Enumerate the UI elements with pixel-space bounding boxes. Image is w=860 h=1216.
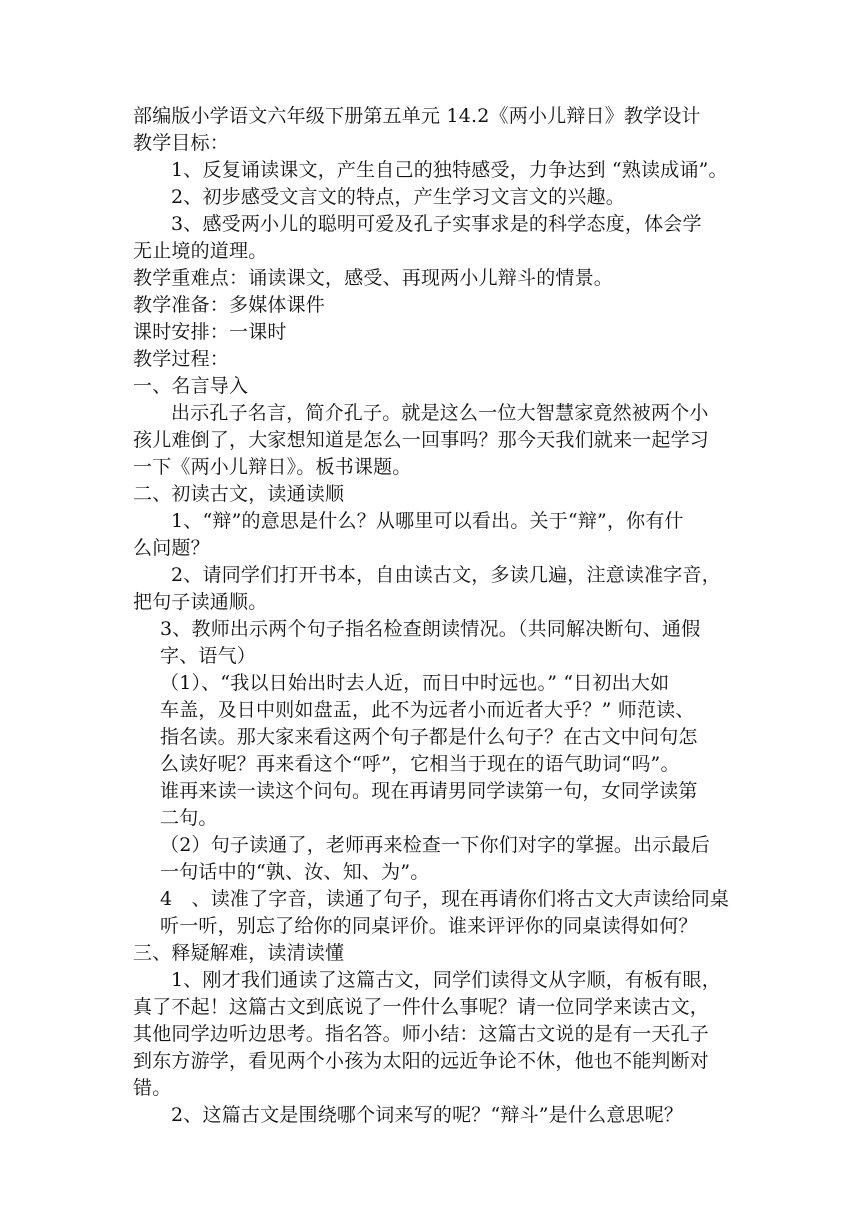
section-line: 车盖，及日中则如盘盂，此不为远者小而近者大乎？” 师范读、: [160, 699, 695, 721]
key-points: 教学重难点：诵读课文，感受、再现两小儿辩斗的情景。: [133, 267, 614, 289]
section-line: 字、语气）: [160, 645, 257, 667]
section-line: 2、这篇古文是围绕哪个词来写的呢？“辩斗”是什么意思呢？: [171, 1104, 684, 1126]
process-heading: 教学过程：: [133, 348, 230, 370]
section-line: 错。: [133, 1077, 172, 1099]
section-line: 么问题？: [133, 537, 210, 559]
goals-heading: 教学目标：: [133, 132, 230, 154]
section-line: 出示孔子名言，简介孔子。就是这么一位大智慧家竟然被两个小: [171, 402, 709, 424]
section-line: 听一听，别忘了给你的同桌评价。谁来评评你的同桌读得如何？: [160, 915, 698, 937]
section-line: （2）句子读通了，老师再来检查一下你们对字的掌握。出示最后: [160, 834, 710, 856]
section-line: 1、“辩”的意思是什么？从哪里可以看出。关于“辩”，你有什: [171, 510, 684, 532]
section-heading: 三、释疑解难，读清读懂: [133, 942, 345, 964]
section-line: 谁再来读一读这个问句。现在再请男同学读第一句，女同学读第: [160, 780, 698, 802]
section-line: 到东方游学，看见两个小孩为太阳的远近争论不休，他也不能判断对: [133, 1050, 710, 1072]
section-line: 3、教师出示两个句子指名检查朗读情况。（共同解决断句、通假: [160, 618, 701, 640]
section-line: 一下《两小儿辩日》。板书课题。: [133, 456, 412, 478]
section-line: 孩儿难倒了，大家想知道是怎么一回事吗？那今天我们就来一起学习: [133, 429, 710, 451]
goal-line: 无止境的道理。: [133, 240, 268, 262]
section-line: 真了不起！这篇古文到底说了一件什么事呢？请一位同学来读古文，: [133, 996, 710, 1018]
preparation: 教学准备：多媒体课件: [133, 294, 326, 316]
section-line: 二句。: [160, 807, 218, 829]
section-line: 2、请同学们打开书本，自由读古文，多读几遍，注意读准字音，: [171, 564, 721, 586]
section-line: 一句话中的“孰、汝、知、为”。: [160, 861, 430, 883]
section-line: 4 、读准了字音，读通了句子，现在再请你们将古文大声读给同桌: [160, 888, 730, 910]
section-line: （1）、“我以日始出时去人近，而日中时远也。” “日初出大如: [160, 672, 670, 694]
section-line: 指名读。那大家来看这两个句子都是什么句子？在古文中问句怎: [160, 726, 698, 748]
document-title: 部编版小学语文六年级下册第五单元 14.2《两小儿辩日》教学设计: [133, 105, 701, 127]
section-line: 么读好呢？再来看这个“呼”，它相当于现在的语气助词“吗”。: [160, 753, 680, 775]
section-line: 把句子读通顺。: [133, 591, 268, 613]
section-line: 1、刚才我们通读了这篇古文，同学们读得文从字顺，有板有眼，: [171, 969, 721, 991]
goal-line: 1、反复诵读课文，产生自己的独特感受，力争达到 “熟读成诵”。: [171, 159, 728, 181]
schedule: 课时安排：一课时: [133, 321, 287, 343]
section-line: 其他同学边听边思考。指名答。师小结：这篇古文说的是有一天孔子: [133, 1023, 710, 1045]
goal-line: 3、感受两小儿的聪明可爱及孔子实事求是的科学态度，体会学: [171, 213, 702, 235]
goal-line: 2、初步感受文言文的特点，产生学习文言文的兴趣。: [171, 186, 625, 208]
section-heading: 二、初读古文，读通读顺: [133, 483, 345, 505]
section-heading: 一、名言导入: [133, 375, 249, 397]
